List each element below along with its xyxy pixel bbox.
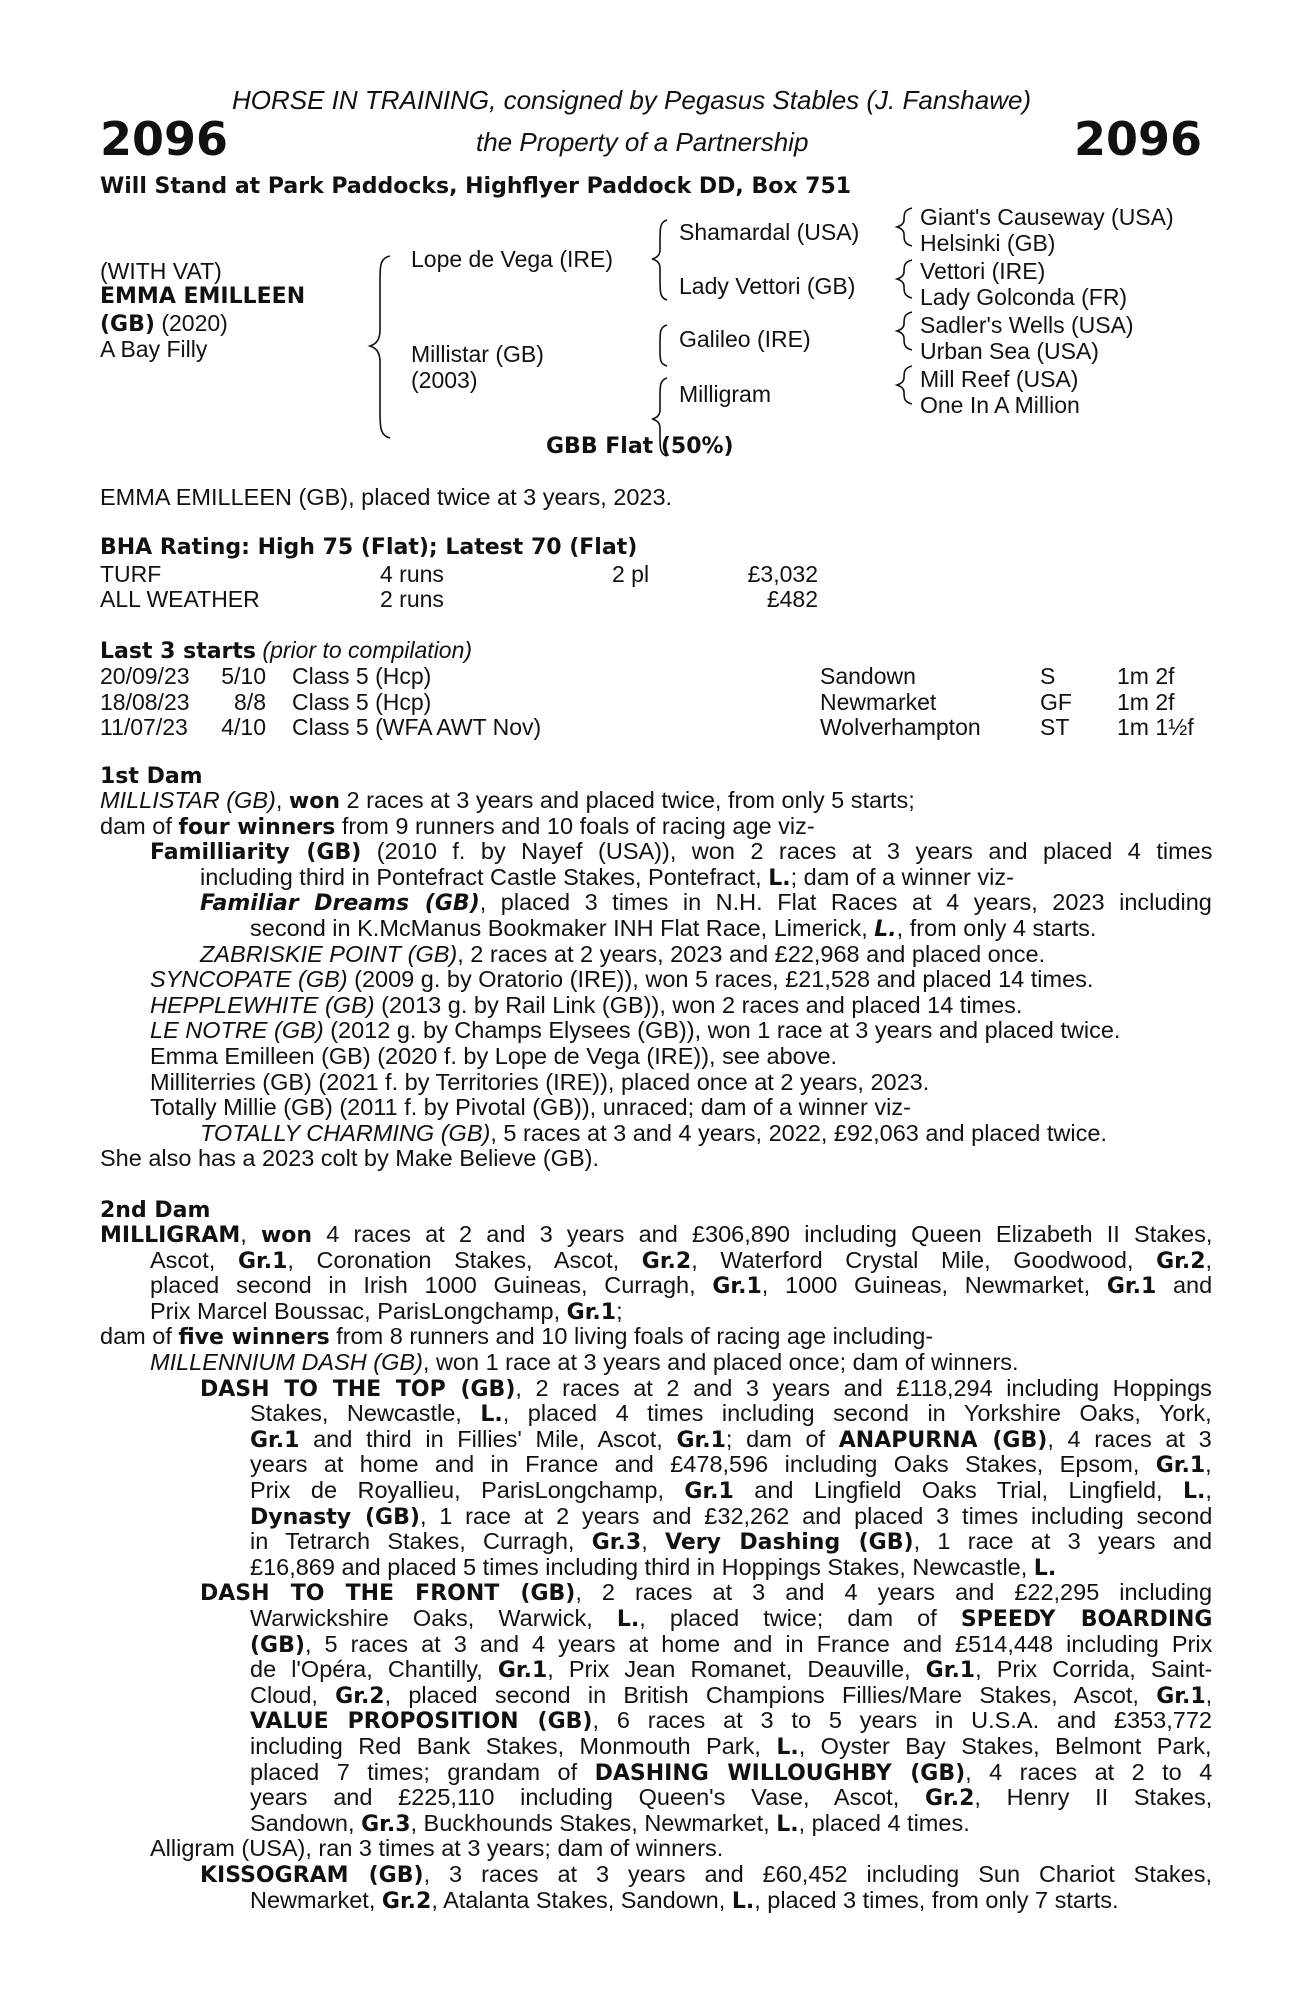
- dam1-text: , from only 4 starts.: [896, 915, 1097, 941]
- bha-turf-runs: 4 runs: [380, 561, 444, 587]
- last3-race: Class 5 (WFA AWT Nov): [292, 714, 542, 740]
- dds: Mill Reef (USA): [920, 366, 1079, 392]
- last3-course: Sandown: [820, 663, 916, 689]
- dam1-text: Familiar Dreams (GB): [200, 891, 480, 917]
- sire-sire: Shamardal (USA): [679, 219, 860, 245]
- dsd: Urban Sea (USA): [920, 338, 1099, 364]
- sdd: Lady Golconda (FR): [920, 284, 1128, 310]
- dam2-text: placed 7 times; grandam of: [250, 1758, 595, 1785]
- dam2-text: , won 1 race at 3 years and placed once; dam of winners.: [422, 1349, 1019, 1375]
- dam2-line: [250, 1888, 1119, 1914]
- dam2-text: Sandown,: [250, 1809, 362, 1836]
- dam2-text: Gr.2: [641, 1248, 692, 1274]
- dam2-text: , 4 races at 2 to 4: [965, 1758, 1213, 1785]
- dam2-line: [150, 1273, 1212, 1299]
- bha-turf-surface: TURF: [100, 561, 162, 587]
- dam1-text: from 9 runners and 10 foals of racing age viz-: [335, 812, 815, 839]
- dam2-text: Prix Marcel Boussac, ParisLongchamp,: [150, 1297, 567, 1324]
- dam2-text: DASH TO THE FRONT (GB): [200, 1581, 576, 1607]
- dam2-text: L.: [1033, 1555, 1057, 1581]
- dam2-text: Alligram (USA), ran 3 times at 3 years; dam of winners.: [150, 1835, 724, 1862]
- last3-dist: 1m 1½f: [1117, 714, 1194, 740]
- dam2-text: , 1 race at 3 years and: [913, 1528, 1213, 1555]
- property-line: the Property of a Partnership: [476, 127, 809, 157]
- last3-pos: 4/10: [221, 714, 266, 740]
- dam2-text: , 2 races at 3 and 4 years and £22,295 including: [575, 1579, 1213, 1606]
- dam2-line: [250, 1708, 1212, 1734]
- bha-aw-prize: £482: [766, 586, 818, 612]
- ddd: One In A Million: [920, 392, 1080, 418]
- dam1-line: [100, 1146, 599, 1171]
- dam2-text: Gr.1: [925, 1658, 976, 1684]
- last3-date: 18/08/23: [100, 688, 190, 715]
- dam2-text: , 6 races at 3 to 5 years in U.S.A. and £353,772: [592, 1707, 1212, 1734]
- dam2-text: Gr.3: [591, 1530, 642, 1556]
- dam2-text: , 2 races at 2 and 3 years and £118,294 including Hoppings: [515, 1374, 1212, 1401]
- dam2-text: , Buckhounds Stakes, Newmarket,: [410, 1809, 777, 1836]
- dam1-heading: 1st Dam: [100, 764, 203, 789]
- dam-sire: Galileo (IRE): [679, 326, 811, 352]
- last3-race: Class 5 (Hcp): [292, 663, 432, 689]
- dam2-text: , Henry II Stakes,: [974, 1784, 1213, 1811]
- stand-location: Will Stand at Park Paddocks, Highflyer Paddock DD, Box 751: [100, 174, 852, 199]
- last3-going: GF: [1040, 688, 1072, 715]
- dam2-line: [200, 1580, 1212, 1606]
- dam2-text: , 1 race at 2 years and £32,262 and placed 3 times including second: [419, 1502, 1213, 1529]
- last3-date: 11/07/23: [100, 714, 188, 740]
- dam2-text: ANAPURNA (GB): [838, 1427, 1048, 1453]
- last3-pos: 5/10: [221, 663, 266, 689]
- dam1-line: [150, 967, 1093, 992]
- dam1-text: (2009 g. by Oratorio (IRE)), won 5 races, £21,528 and placed 14 times.: [347, 966, 1094, 993]
- dam2-line: [200, 1862, 1212, 1888]
- dam2-text: L.: [776, 1735, 799, 1760]
- dam1-line: [150, 1018, 1120, 1043]
- dam2-text: , 5 races at 3 and 4 years at home and in France and £514,448 including Prix: [304, 1630, 1213, 1657]
- dam2-line: [150, 1350, 1019, 1375]
- dam2-line: [200, 1376, 1212, 1402]
- dam2-text: , 4 races at 3: [1047, 1425, 1212, 1452]
- dam-dam: Milligram: [679, 381, 771, 407]
- dam2-text: KISSOGRAM (GB): [200, 1863, 424, 1888]
- dam1-line: [200, 890, 1212, 916]
- dam2-text: Gr.2: [381, 1888, 432, 1914]
- horse-description: A Bay Filly: [100, 336, 208, 362]
- dam2-text: MILLENNIUM DASH (GB): [150, 1349, 423, 1375]
- horse-suffix: (GB): [100, 312, 155, 337]
- dam2-text: Prix de Royallieu, ParisLongchamp,: [250, 1477, 685, 1503]
- dam1-text: HEPPLEWHITE (GB): [150, 991, 375, 1018]
- dam2-text: Gr.2: [335, 1683, 385, 1709]
- bha-turf-placed: 2 pl: [612, 561, 650, 587]
- dam1-text: won: [288, 789, 341, 814]
- dam2-text: Warwickshire Oaks, Warwick,: [250, 1605, 617, 1631]
- dam2-line: [250, 1606, 1212, 1632]
- bha-aw-runs: 2 runs: [380, 586, 444, 612]
- dam1-line: [100, 788, 915, 814]
- last3-course: Newmarket: [820, 688, 937, 715]
- dss: Sadler's Wells (USA): [920, 312, 1134, 338]
- dam2-text: L.: [776, 1811, 799, 1837]
- dam2-text: L.: [1183, 1479, 1206, 1504]
- dam2-text: , Prix Jean Romanet, Deauville,: [547, 1656, 926, 1683]
- dam2-line: [250, 1427, 1212, 1453]
- horse-year: (2020): [161, 310, 228, 336]
- dam1-text: dam of: [100, 812, 179, 839]
- lot-number-right: 2096: [1073, 112, 1202, 166]
- dam2-line: [250, 1529, 1212, 1555]
- dam2-text: Gr.1: [684, 1479, 734, 1504]
- dam2-line: [250, 1734, 1212, 1760]
- dam2-line: [250, 1632, 1212, 1658]
- dam2-text: Gr.1: [250, 1427, 300, 1453]
- last3-dist: 1m 2f: [1117, 663, 1175, 689]
- dam1-text: , 2 races at 2 years, 2023 and £22,968 and placed once.: [457, 940, 1046, 967]
- dam1-text: TOTALLY CHARMING (GB): [200, 1119, 491, 1146]
- dam2-text: ,: [1205, 1681, 1213, 1708]
- dam1-text: SYNCOPATE (GB): [150, 966, 348, 993]
- dam2-text: , placed second in British Champions Fillies/Mare Stakes, Ascot,: [384, 1681, 1157, 1708]
- sire-dam: Lady Vettori (GB): [679, 273, 856, 299]
- dam2-text: , Atalanta Stakes, Sandown,: [431, 1886, 732, 1913]
- dam2-text: Stakes, Newcastle,: [250, 1400, 481, 1427]
- dam2-line: [250, 1683, 1212, 1709]
- dam2-text: ,: [1205, 1246, 1213, 1273]
- dam: Millistar (GB): [411, 341, 544, 367]
- bha-rating: BHA Rating: High 75 (Flat); Latest 70 (Flat): [100, 535, 638, 560]
- dam1-text: Familliarity (GB): [150, 840, 362, 866]
- dam1-text: Milliterries (GB) (2021 f. by Territories (IRE)), placed once at 2 years, 2023.: [150, 1068, 930, 1095]
- dam1-text: including third in Pontefract Castle Stakes, Pontefract,: [200, 863, 769, 890]
- last3-going: S: [1040, 663, 1056, 689]
- dam1-text: (2010 f. by Nayef (USA)), won 2 races at 3 years and placed 4 times: [361, 838, 1213, 865]
- dam2-text: and: [1156, 1272, 1213, 1299]
- dam2-text: VALUE PROPOSITION (GB): [250, 1709, 593, 1735]
- dam2-line: [150, 1836, 723, 1861]
- dam2-text: 4 races at 2 and 3 years and £306,890 including Queen Elizabeth II Stakes,: [312, 1221, 1213, 1247]
- dam1-text: MILLISTAR (GB): [100, 787, 276, 813]
- dam2-line: [250, 1401, 1212, 1427]
- dam2-text: Gr.1: [1106, 1274, 1157, 1300]
- dam2-line: [250, 1760, 1212, 1786]
- dam2-text: , Waterford Crystal Mile, Goodwood,: [691, 1246, 1157, 1273]
- dam2-text: Ascot,: [150, 1246, 238, 1273]
- dam2-text: £16,869 and placed 5 times including third in Hoppings Stakes, Newcastle,: [250, 1553, 1034, 1580]
- dam1-text: four winners: [178, 814, 336, 840]
- dam1-text: LE NOTRE (GB): [150, 1017, 324, 1044]
- dam2-text: , placed 4 times including second in Yorkshire Oaks, York,: [502, 1400, 1212, 1427]
- dam2-line: [250, 1452, 1212, 1478]
- dam1-line: [150, 1095, 911, 1120]
- dam2-text: Dynasty (GB): [250, 1504, 420, 1530]
- dam2-text: SPEEDY BOARDING: [960, 1607, 1213, 1632]
- dam1-text: ; dam of a winner viz-: [790, 863, 1014, 890]
- dam1-text: Totally Millie (GB) (2011 f. by Pivotal (GB)), unraced; dam of a winner viz-: [150, 1094, 911, 1121]
- last3-going: ST: [1040, 714, 1070, 740]
- dam2-text: dam of: [100, 1323, 179, 1350]
- dam1-text: L.: [874, 917, 897, 942]
- dam2-text: , placed 3 times, from only 7 starts.: [754, 1886, 1119, 1913]
- dam2-line: [250, 1555, 1056, 1581]
- dam2-text: years and £225,110 including Queen's Vase, Ascot,: [250, 1784, 925, 1811]
- last3-title: Last 3 starts: [100, 639, 257, 664]
- bha-turf-prize: £3,032: [747, 561, 818, 587]
- dam2-text: Gr.1: [497, 1658, 548, 1684]
- dam2-line: [250, 1785, 1212, 1811]
- dam2-text: , Coronation Stakes, Ascot,: [287, 1246, 642, 1273]
- dam2-line: [150, 1299, 623, 1325]
- dam2-line: [250, 1811, 970, 1837]
- dam1-line: [150, 993, 1022, 1018]
- dam1-text: , placed 3 times in N.H. Flat Races at 4 years, 2023 including: [479, 889, 1212, 916]
- dam1-text: Emma Emilleen (GB) (2020 f. by Lope de Vega (IRE)), see above.: [150, 1043, 838, 1069]
- dam2-text: , placed 4 times.: [798, 1809, 970, 1836]
- dam1-text: She also has a 2023 colt by Make Believe (GB).: [100, 1145, 599, 1172]
- dam2-text: ; dam of: [725, 1425, 839, 1452]
- summary: EMMA EMILLEEN (GB), placed twice at 3 years, 2023.: [100, 484, 673, 510]
- last3-course: Wolverhampton: [820, 714, 981, 740]
- dam2-text: (GB): [250, 1632, 305, 1658]
- dam2-text: , Oyster Bay Stakes, Belmont Park,: [798, 1733, 1212, 1759]
- dam2-text: ,: [641, 1528, 666, 1555]
- dam2-line: [250, 1657, 1212, 1683]
- dam1-text: (2012 g. by Champs Elysees (GB)), won 1 race at 3 years and placed twice.: [323, 1017, 1121, 1044]
- dam1-line: [150, 1044, 837, 1069]
- last3-date: 20/09/23: [100, 663, 190, 689]
- dam1-line: [200, 865, 1014, 891]
- dam2-text: de l'Opéra, Chantilly,: [250, 1656, 498, 1683]
- dam2-text: five winners: [178, 1325, 330, 1351]
- last3-dist: 1m 2f: [1117, 688, 1175, 715]
- dam2-text: L.: [480, 1402, 503, 1428]
- dam1-line: [200, 1121, 1107, 1146]
- dam2-text: Cloud,: [250, 1681, 336, 1708]
- dam2-text: ;: [616, 1297, 623, 1324]
- dam2-text: Gr.2: [924, 1786, 975, 1812]
- dam2-text: Gr.1: [676, 1427, 726, 1453]
- dam1-text: second in K.McManus Bookmaker INH Flat Race, Limerick,: [250, 915, 875, 941]
- dam2-text: Gr.1: [237, 1248, 288, 1274]
- dam2-text: , Prix Corrida, Saint-: [975, 1656, 1213, 1683]
- dam2-text: from 8 runners and 10 living foals of racing age including-: [329, 1323, 934, 1350]
- gbb-flat: GBB Flat (50%): [546, 434, 734, 459]
- dam2-text: DASH TO THE TOP (GB): [200, 1376, 516, 1402]
- dam2-text: placed second in Irish 1000 Guineas, Curragh,: [150, 1272, 713, 1299]
- dam2-text: L.: [731, 1888, 755, 1914]
- dam1-text: L.: [768, 865, 791, 891]
- bha-aw-surface: ALL WEATHER: [100, 586, 260, 612]
- dam2-line: [150, 1248, 1212, 1274]
- sire: Lope de Vega (IRE): [411, 246, 614, 272]
- dam2-line: [250, 1478, 1212, 1504]
- dam2-line: [100, 1324, 933, 1350]
- dam1-text: , 5 races at 3 and 4 years, 2022, £92,063 and placed twice.: [490, 1119, 1107, 1146]
- dam2-text: in Tetrarch Stakes, Curragh,: [250, 1528, 592, 1555]
- dam2-text: L.: [616, 1607, 640, 1632]
- last3-note: (prior to compilation): [262, 637, 473, 663]
- dam2-text: MILLIGRAM: [100, 1223, 241, 1248]
- dam2-text: Gr.2: [1156, 1248, 1206, 1274]
- dam2-text: and Lingfield Oaks Trial, Lingfield,: [733, 1477, 1184, 1503]
- dam2-text: Very Dashing (GB): [665, 1530, 914, 1556]
- dam1-line: [250, 916, 1096, 942]
- ssd: Helsinki (GB): [920, 230, 1056, 256]
- sss: Giant's Causeway (USA): [920, 204, 1174, 230]
- dam2-text: ,: [240, 1221, 261, 1247]
- dam2-text: including Red Bank Stakes, Monmouth Park,: [250, 1733, 777, 1759]
- dam1-text: (2013 g. by Rail Link (GB)), won 2 races and placed 14 times.: [374, 991, 1023, 1018]
- dam2-text: won: [260, 1223, 313, 1248]
- dam2-text: Gr.1: [712, 1274, 762, 1300]
- dam1-line: [150, 839, 1212, 865]
- lot-number-left: 2096: [100, 112, 229, 166]
- dam2-text: Gr.1: [1156, 1683, 1206, 1709]
- dam2-line: [100, 1222, 1212, 1248]
- dam2-text: and third in Fillies' Mile, Ascot,: [299, 1425, 677, 1452]
- horse-name: EMMA EMILLEEN: [100, 284, 306, 309]
- dam2-text: ,: [1205, 1451, 1212, 1478]
- sds: Vettori (IRE): [920, 258, 1046, 284]
- dam2-line: [250, 1504, 1212, 1530]
- dam2-text: Gr.1: [1155, 1453, 1206, 1479]
- dam2-text: , 3 races at 3 years and £60,452 including Sun Chariot Stakes,: [423, 1861, 1213, 1887]
- last3-pos: 8/8: [234, 688, 266, 715]
- dam2-text: years at home and in France and £478,596 including Oaks Stakes, Epsom,: [250, 1451, 1156, 1478]
- dam2-text: Gr.3: [361, 1811, 411, 1837]
- dam2-text: , placed twice; dam of: [639, 1605, 961, 1631]
- dam2-text: , 1000 Guineas, Newmarket,: [761, 1272, 1107, 1299]
- dam1-text: ZABRISKIE POINT (GB): [200, 940, 458, 967]
- dam1-text: ,: [275, 787, 289, 813]
- dam-year: (2003): [411, 367, 478, 393]
- dam1-line: [100, 814, 815, 840]
- dam2-text: Gr.1: [566, 1299, 617, 1325]
- dam2-text: Newmarket,: [250, 1886, 382, 1913]
- vat-note: (WITH VAT): [100, 258, 222, 284]
- last3-race: Class 5 (Hcp): [292, 688, 432, 715]
- dam2-heading: 2nd Dam: [100, 1198, 211, 1223]
- dam1-line: [200, 942, 1045, 967]
- dam2-text: DASHING WILLOUGHBY (GB): [594, 1760, 966, 1786]
- dam2-text: ,: [1205, 1477, 1212, 1503]
- consignor-line: HORSE IN TRAINING, consigned by Pegasus Stables (J. Fanshawe): [232, 85, 1032, 115]
- last3-heading: [100, 637, 472, 664]
- dam1-line: [150, 1070, 929, 1095]
- dam1-text: 2 races at 3 years and placed twice, from only 5 starts;: [340, 787, 915, 813]
